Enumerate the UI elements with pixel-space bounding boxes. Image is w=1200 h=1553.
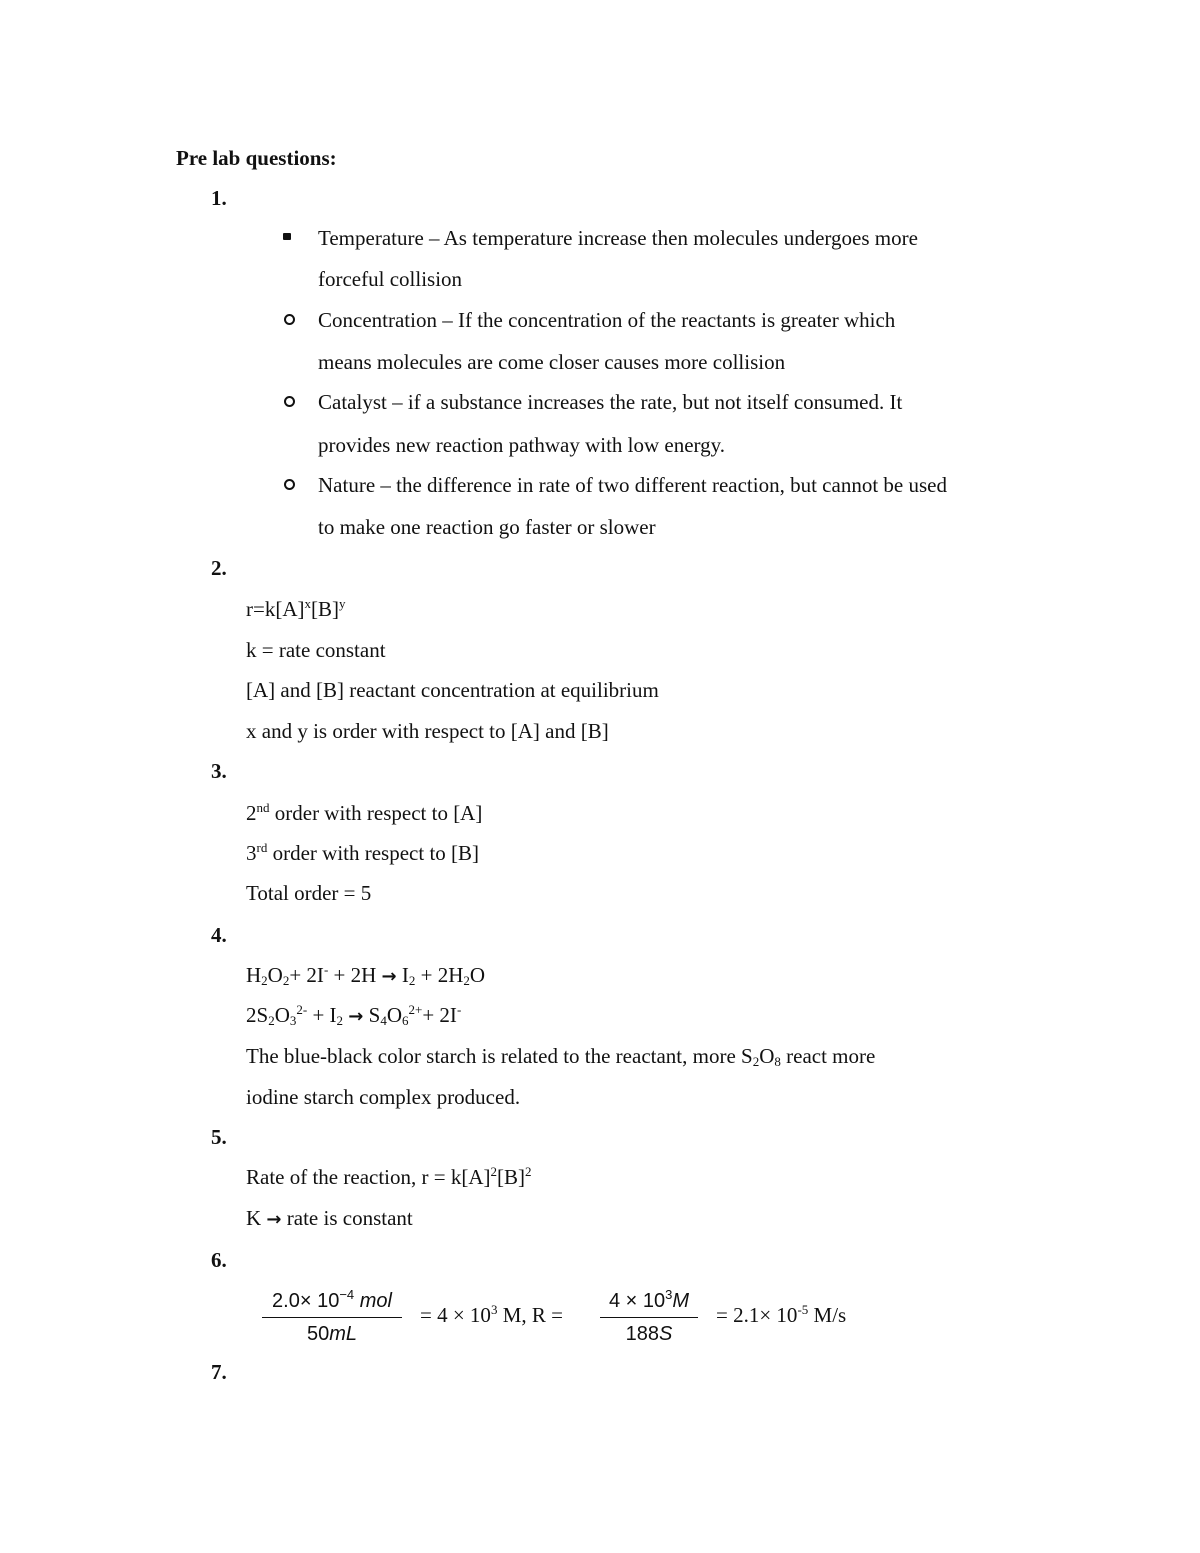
q1-item-4-line-1: Nature – the difference in rate of two different reaction, but cannot be used (318, 473, 947, 497)
page-title: Pre lab questions: (176, 146, 337, 170)
fraction-numerator: $2.0\times 10^{-4}$ mol (272, 1287, 392, 1312)
q1-item-3-line-2: provides new reaction pathway with low energy. (318, 433, 726, 457)
question-6-number: 6. (211, 1248, 227, 1272)
q4-line-4: iodine starch complex produced. (246, 1085, 521, 1109)
q1-item-1-line-2: forceful collision (318, 267, 463, 291)
question-2-number: 2. (211, 556, 227, 580)
question-4-number: 4. (211, 923, 227, 947)
q2-line-3: [A] and [B] reactant concentration at equilibrium (246, 678, 659, 702)
q5-line-2: K → rate is constant (246, 1206, 413, 1230)
q3-line-3: Total order = 5 (246, 881, 372, 905)
question-7-number: 7. (211, 1360, 227, 1384)
q3-line-2: 3rd order with respect to [B] (246, 840, 480, 865)
q4-equation-2: $2S_2O_3^{2-} + I_2 \to S_4O_6^{2+}+ 2I^-$ (246, 1002, 462, 1028)
q3-line-1: 2nd order with respect to [A] (246, 800, 483, 825)
q2-line-2: k = rate constant (246, 638, 386, 662)
arrow-right-icon: → (381, 966, 397, 987)
fraction-denominator: 188S (625, 1323, 673, 1345)
arrow-right-icon: → (348, 1006, 364, 1027)
rate-law-equation: $r=k[A]^x[B]^y$ (246, 596, 346, 621)
q1-item-4-line-2: to make one reaction go faster or slower (318, 515, 656, 539)
fraction-rate (600, 1288, 698, 1347)
fraction-concentration (262, 1288, 402, 1347)
q5-line-1: Rate of the reaction, $r = k[A]^2[B]^2$ (246, 1164, 532, 1189)
q1-item-1-line-1: Temperature – As temperature increase then molecules undergoes more (318, 226, 918, 250)
question-1-number: 1. (211, 186, 227, 210)
q2-line-4: x and y is order with respect to [A] and [B] (246, 719, 609, 743)
square-bullet-icon (283, 233, 291, 240)
fraction-bar (262, 1317, 402, 1318)
q1-item-2-line-1: Concentration – If the concentration of the reactants is greater which (318, 308, 896, 332)
question-3-number: 3. (211, 759, 227, 783)
q4-line-3: The blue-black color starch is related to the reactant, more $S_2O_8$ react more (246, 1044, 876, 1069)
q6-result: = $2.1\times 10^{-5}$ M/s (716, 1302, 847, 1327)
fraction-bar (600, 1317, 698, 1318)
fraction-denominator: 50mL (306, 1323, 358, 1345)
fraction-numerator: $4 \times 10^3M$ (608, 1287, 690, 1312)
question-5-number: 5. (211, 1125, 227, 1149)
circle-bullet-icon (284, 396, 295, 407)
circle-bullet-icon (284, 479, 295, 490)
q1-item-2-line-2: means molecules are come closer causes more collision (318, 350, 786, 374)
q1-item-3-line-1: Catalyst – if a substance increases the rate, but not itself consumed. It (318, 390, 903, 414)
arrow-right-icon: → (266, 1209, 282, 1230)
circle-bullet-icon (284, 314, 295, 325)
q6-middle-expression: = $4 \times 10^3$ M, R = (420, 1302, 563, 1327)
q4-equation-1: $H_2O_2+ 2I^- + 2H \to I_2 + 2H_2O$ (246, 962, 486, 988)
